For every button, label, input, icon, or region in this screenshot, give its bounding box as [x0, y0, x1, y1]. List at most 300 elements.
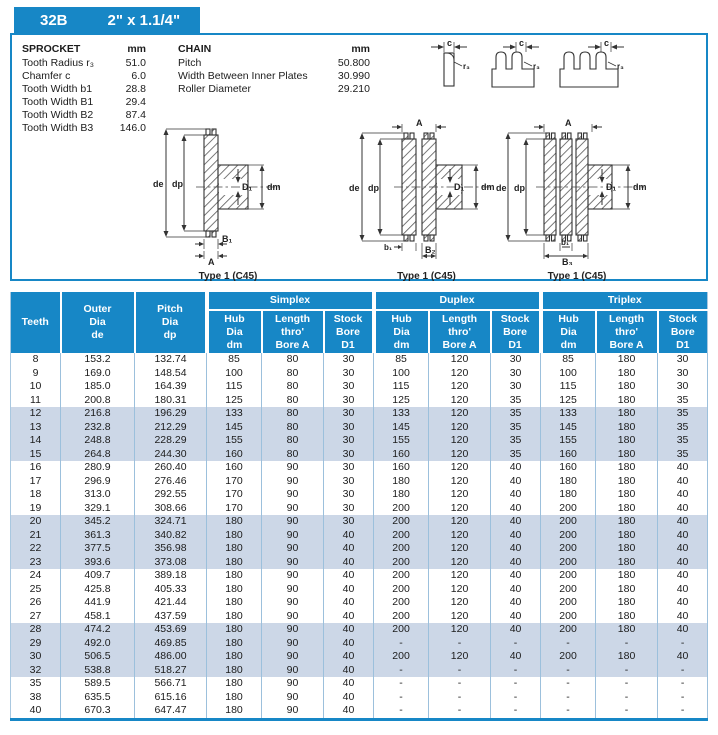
- table-cell: -: [429, 691, 491, 705]
- table-cell: -: [658, 677, 708, 691]
- teeth-cell: 9: [11, 367, 61, 381]
- table-cell: 180: [207, 610, 262, 624]
- table-cell: 635.5: [61, 691, 135, 705]
- table-cell: 40: [491, 502, 541, 516]
- spec-label: Tooth Width B3: [22, 122, 94, 134]
- teeth-cell: 18: [11, 488, 61, 502]
- table-cell: 180: [596, 515, 658, 529]
- table-cell: -: [658, 691, 708, 705]
- table-cell: -: [596, 677, 658, 691]
- table-cell: 40: [491, 515, 541, 529]
- table-cell: 80: [262, 367, 324, 381]
- table-cell: 180: [596, 623, 658, 637]
- table-cell: 566.71: [135, 677, 207, 691]
- table-cell: 169.0: [61, 367, 135, 381]
- table-cell: 40: [658, 542, 708, 556]
- table-cell: -: [429, 677, 491, 691]
- table-cell: 35: [491, 407, 541, 421]
- table-cell: 40: [658, 583, 708, 597]
- spec-value: 51.0: [125, 57, 146, 69]
- table-cell: 180: [207, 569, 262, 583]
- table-cell: 30: [491, 367, 541, 381]
- table-row: [11, 664, 708, 678]
- table-cell: 120: [429, 448, 491, 462]
- table-cell: 133: [207, 407, 262, 421]
- table-cell: 40: [658, 488, 708, 502]
- chain-specs-unit: mm: [351, 43, 370, 55]
- table-cell: 30: [658, 353, 708, 367]
- teeth-cell: 16: [11, 461, 61, 475]
- table-cell: 40: [324, 596, 374, 610]
- table-cell: 40: [491, 529, 541, 543]
- table-cell: 180: [596, 502, 658, 516]
- table-cell: 200: [541, 515, 596, 529]
- table-cell: 180: [596, 448, 658, 462]
- table-cell: 200: [541, 502, 596, 516]
- table-cell: 248.8: [61, 434, 135, 448]
- chain-spec-rows: [178, 57, 370, 96]
- table-cell: 90: [262, 502, 324, 516]
- table-cell: 120: [429, 380, 491, 394]
- teeth-cell: 22: [11, 542, 61, 556]
- table-cell: 125: [541, 394, 596, 408]
- column-header: Stock Bore D1: [658, 310, 708, 353]
- dim-D1-label: D₁: [606, 182, 617, 192]
- table-cell: -: [374, 664, 429, 678]
- table-cell: 200: [541, 623, 596, 637]
- table-cell: 40: [324, 637, 374, 651]
- table-cell: 90: [262, 529, 324, 543]
- dim-de-label: de: [496, 183, 507, 193]
- column-header: Outer Dia de: [61, 292, 135, 353]
- table-cell: 145: [541, 421, 596, 435]
- table-cell: 35: [658, 394, 708, 408]
- table-cell: 437.59: [135, 610, 207, 624]
- table-cell: 40: [324, 704, 374, 719]
- table-cell: -: [541, 637, 596, 651]
- part-size: 2" x 1.1/4": [107, 11, 181, 29]
- table-row: [11, 623, 708, 637]
- table-cell: 492.0: [61, 637, 135, 651]
- table-cell: 40: [324, 542, 374, 556]
- teeth-cell: 12: [11, 407, 61, 421]
- table-cell: 180: [541, 475, 596, 489]
- spec-value: 28.8: [125, 83, 146, 95]
- table-cell: 160: [541, 448, 596, 462]
- table-cell: 30: [324, 461, 374, 475]
- table-cell: 133: [374, 407, 429, 421]
- dim-r3-label: r₃: [463, 62, 470, 71]
- spec-row: [178, 83, 370, 96]
- table-cell: 120: [429, 367, 491, 381]
- table-cell: 40: [324, 610, 374, 624]
- table-cell: 180: [596, 394, 658, 408]
- table-cell: 133: [541, 407, 596, 421]
- table-cell: 100: [541, 367, 596, 381]
- table-cell: 30: [324, 407, 374, 421]
- table-cell: 40: [658, 529, 708, 543]
- spec-label: Tooth Width B1: [22, 96, 94, 108]
- table-cell: 90: [262, 610, 324, 624]
- simplex-sprocket-drawing: [152, 123, 304, 282]
- table-cell: 160: [374, 461, 429, 475]
- dim-de-label: de: [153, 179, 164, 189]
- table-cell: 120: [429, 434, 491, 448]
- table-cell: 40: [324, 623, 374, 637]
- table-cell: 148.54: [135, 367, 207, 381]
- group-header: Triplex: [541, 292, 708, 310]
- table-cell: 340.82: [135, 529, 207, 543]
- table-cell: 160: [207, 461, 262, 475]
- spec-label: Width Between Inner Plates: [178, 70, 308, 82]
- table-cell: 280.9: [61, 461, 135, 475]
- table-cell: 80: [262, 380, 324, 394]
- spec-label: Pitch: [178, 57, 202, 69]
- column-header: Pitch Dia dp: [135, 292, 207, 353]
- spec-label: Tooth Width B2: [22, 109, 94, 121]
- table-cell: 469.85: [135, 637, 207, 651]
- table-cell: 200: [374, 610, 429, 624]
- table-cell: 40: [658, 623, 708, 637]
- table-cell: -: [596, 691, 658, 705]
- table-cell: 292.55: [135, 488, 207, 502]
- part-number-tab: [14, 7, 200, 33]
- table-cell: 324.71: [135, 515, 207, 529]
- dim-c-label: c: [447, 39, 453, 48]
- dim-dp-label: dp: [514, 183, 525, 193]
- table-cell: 40: [658, 475, 708, 489]
- table-cell: 115: [541, 380, 596, 394]
- table-cell: 145: [207, 421, 262, 435]
- dim-A-label: A: [208, 257, 215, 265]
- sprocket-specs-title: SPROCKET: [22, 43, 81, 55]
- spec-row: [22, 109, 146, 122]
- table-cell: 120: [429, 542, 491, 556]
- dim-b1-label: b₁: [561, 238, 570, 247]
- drawing-caption: Type 1 (C45): [198, 271, 258, 282]
- table-cell: 373.08: [135, 556, 207, 570]
- table-cell: 115: [374, 380, 429, 394]
- table-cell: 40: [324, 569, 374, 583]
- table-cell: 200: [374, 583, 429, 597]
- table-cell: 180: [207, 691, 262, 705]
- table-cell: 160: [374, 448, 429, 462]
- table-cell: 296.9: [61, 475, 135, 489]
- teeth-cell: 24: [11, 569, 61, 583]
- table-cell: 518.27: [135, 664, 207, 678]
- table-cell: 155: [207, 434, 262, 448]
- table-cell: 441.9: [61, 596, 135, 610]
- table-cell: -: [491, 637, 541, 651]
- tooth-profile-duplex-icon: [482, 39, 544, 91]
- dim-dm-label: dm: [633, 182, 647, 192]
- table-cell: 200: [374, 542, 429, 556]
- table-cell: 120: [429, 394, 491, 408]
- table-cell: 40: [491, 475, 541, 489]
- table-cell: 120: [429, 407, 491, 421]
- table-row: [11, 461, 708, 475]
- table-cell: 180: [541, 488, 596, 502]
- dim-A-label: A: [416, 119, 423, 128]
- table-cell: 35: [491, 394, 541, 408]
- table-cell: 30: [324, 394, 374, 408]
- table-cell: 90: [262, 664, 324, 678]
- table-cell: 120: [429, 610, 491, 624]
- table-cell: 115: [207, 380, 262, 394]
- spec-row: [22, 70, 146, 83]
- sprocket-specs: [22, 43, 146, 135]
- dim-c-label: c: [519, 39, 525, 48]
- teeth-cell: 10: [11, 380, 61, 394]
- table-cell: 244.30: [135, 448, 207, 462]
- spec-label: Tooth Width b1: [22, 83, 93, 95]
- table-cell: 90: [262, 488, 324, 502]
- table-cell: 276.46: [135, 475, 207, 489]
- table-cell: 180: [596, 583, 658, 597]
- table-cell: -: [491, 677, 541, 691]
- table-cell: 180.31: [135, 394, 207, 408]
- table-cell: 361.3: [61, 529, 135, 543]
- table-cell: 40: [658, 596, 708, 610]
- table-cell: 85: [541, 353, 596, 367]
- chain-specs: [178, 43, 370, 96]
- table-cell: 377.5: [61, 542, 135, 556]
- table-cell: 180: [207, 637, 262, 651]
- table-cell: 90: [262, 461, 324, 475]
- table-cell: 313.0: [61, 488, 135, 502]
- spec-value: 50.800: [337, 57, 370, 69]
- table-cell: 538.8: [61, 664, 135, 678]
- table-cell: 647.47: [135, 704, 207, 719]
- table-cell: 180: [596, 542, 658, 556]
- table-cell: 40: [491, 596, 541, 610]
- table-row: [11, 421, 708, 435]
- dim-dm-label: dm: [267, 182, 281, 192]
- table-cell: 160: [541, 461, 596, 475]
- table-cell: -: [429, 637, 491, 651]
- table-cell: 180: [207, 583, 262, 597]
- table-cell: 180: [596, 650, 658, 664]
- table-cell: 90: [262, 677, 324, 691]
- table-cell: 180: [596, 367, 658, 381]
- table-row: [11, 488, 708, 502]
- table-row: [11, 610, 708, 624]
- table-cell: 180: [596, 529, 658, 543]
- dim-B1-label: B₁: [222, 234, 233, 244]
- table-cell: 40: [491, 488, 541, 502]
- table-cell: -: [374, 637, 429, 651]
- table-cell: 200: [541, 542, 596, 556]
- table-row: [11, 691, 708, 705]
- table-cell: 85: [374, 353, 429, 367]
- column-header: Hub Dia dm: [207, 310, 262, 353]
- table-cell: 170: [207, 475, 262, 489]
- table-cell: 153.2: [61, 353, 135, 367]
- table-cell: 180: [207, 542, 262, 556]
- table-cell: 40: [324, 650, 374, 664]
- table-cell: 200: [374, 650, 429, 664]
- table-cell: 200: [374, 623, 429, 637]
- spec-value: 29.4: [125, 96, 146, 108]
- table-cell: 35: [658, 434, 708, 448]
- table-cell: 120: [429, 475, 491, 489]
- table-cell: 40: [324, 583, 374, 597]
- table-cell: 40: [491, 583, 541, 597]
- table-cell: 80: [262, 448, 324, 462]
- table-cell: 216.8: [61, 407, 135, 421]
- table-row: [11, 434, 708, 448]
- table-cell: 30: [658, 367, 708, 381]
- table-cell: 180: [596, 380, 658, 394]
- table-cell: 356.98: [135, 542, 207, 556]
- spec-value: 6.0: [131, 70, 146, 82]
- table-cell: 120: [429, 650, 491, 664]
- table-cell: 30: [658, 380, 708, 394]
- table-row: [11, 515, 708, 529]
- table-cell: 40: [324, 664, 374, 678]
- table-row: [11, 704, 708, 719]
- table-cell: -: [374, 704, 429, 719]
- table-cell: -: [429, 664, 491, 678]
- table-cell: 458.1: [61, 610, 135, 624]
- spec-row: [22, 96, 146, 109]
- table-cell: 100: [207, 367, 262, 381]
- table-cell: 425.8: [61, 583, 135, 597]
- teeth-cell: 40: [11, 704, 61, 719]
- table-cell: 409.7: [61, 569, 135, 583]
- column-header: Length thro' Bore A: [429, 310, 491, 353]
- table-cell: 200: [541, 583, 596, 597]
- table-cell: 180: [207, 704, 262, 719]
- table-cell: 421.44: [135, 596, 207, 610]
- table-cell: 80: [262, 434, 324, 448]
- table-cell: 486.00: [135, 650, 207, 664]
- table-cell: 155: [541, 434, 596, 448]
- duplex-sprocket-diagram-icon: [348, 119, 505, 265]
- table-cell: 180: [374, 475, 429, 489]
- teeth-cell: 32: [11, 664, 61, 678]
- teeth-cell: 11: [11, 394, 61, 408]
- table-cell: 200: [541, 610, 596, 624]
- table-cell: 180: [207, 650, 262, 664]
- table-cell: 228.29: [135, 434, 207, 448]
- table-cell: 180: [596, 353, 658, 367]
- table-cell: 125: [374, 394, 429, 408]
- table-cell: 180: [207, 556, 262, 570]
- table-cell: 180: [596, 461, 658, 475]
- table-cell: 90: [262, 704, 324, 719]
- table-cell: 180: [207, 596, 262, 610]
- table-row: [11, 475, 708, 489]
- dim-dp-label: dp: [368, 183, 379, 193]
- table-cell: 35: [658, 448, 708, 462]
- table-cell: 30: [324, 448, 374, 462]
- table-cell: 180: [207, 515, 262, 529]
- column-header: Length thro' Bore A: [262, 310, 324, 353]
- table-cell: 120: [429, 461, 491, 475]
- dim-D1-label: D₁: [242, 182, 253, 192]
- table-cell: 40: [491, 610, 541, 624]
- dim-dp-label: dp: [172, 179, 183, 189]
- table-cell: 30: [324, 434, 374, 448]
- table-cell: 506.5: [61, 650, 135, 664]
- spec-value: 87.4: [125, 109, 146, 121]
- table-cell: 180: [207, 664, 262, 678]
- table-cell: 180: [207, 623, 262, 637]
- spec-row: [22, 57, 146, 70]
- table-cell: -: [374, 677, 429, 691]
- spec-row: [22, 83, 146, 96]
- table-cell: 180: [596, 610, 658, 624]
- table-cell: 185.0: [61, 380, 135, 394]
- teeth-cell: 25: [11, 583, 61, 597]
- table-cell: 40: [491, 556, 541, 570]
- table-cell: 164.39: [135, 380, 207, 394]
- table-cell: 90: [262, 623, 324, 637]
- table-cell: 90: [262, 596, 324, 610]
- chain-specs-title: CHAIN: [178, 43, 212, 55]
- column-header: Hub Dia dm: [374, 310, 429, 353]
- spec-label: Tooth Radius r₃: [22, 57, 94, 69]
- table-cell: 180: [207, 529, 262, 543]
- teeth-cell: 28: [11, 623, 61, 637]
- table-cell: -: [374, 691, 429, 705]
- table-cell: -: [429, 704, 491, 719]
- table-cell: 180: [596, 556, 658, 570]
- table-cell: 35: [491, 448, 541, 462]
- teeth-cell: 8: [11, 353, 61, 367]
- table-cell: 180: [596, 421, 658, 435]
- table-row: [11, 650, 708, 664]
- table-cell: 200: [374, 515, 429, 529]
- spec-box: [10, 33, 708, 281]
- table-cell: 30: [324, 515, 374, 529]
- table-cell: 180: [207, 677, 262, 691]
- table-cell: 40: [658, 502, 708, 516]
- table-cell: 200: [374, 596, 429, 610]
- dim-b1-label: b₁: [384, 243, 393, 252]
- table-cell: 345.2: [61, 515, 135, 529]
- table-row: [11, 448, 708, 462]
- table-cell: 200: [541, 529, 596, 543]
- table-cell: 80: [262, 353, 324, 367]
- dim-B2-label: B₂: [425, 245, 436, 255]
- dim-r3-label: r₃: [617, 62, 624, 71]
- teeth-cell: 23: [11, 556, 61, 570]
- drawing-caption: Type 1 (C45): [547, 271, 607, 282]
- table-cell: 120: [429, 569, 491, 583]
- teeth-cell: 26: [11, 596, 61, 610]
- table-header: [11, 292, 708, 353]
- table-cell: 308.66: [135, 502, 207, 516]
- table-cell: 232.8: [61, 421, 135, 435]
- table-cell: 180: [596, 596, 658, 610]
- teeth-cell: 27: [11, 610, 61, 624]
- table-cell: 180: [596, 488, 658, 502]
- drawing-caption: Type 1 (C45): [397, 271, 456, 282]
- table-cell: 180: [596, 569, 658, 583]
- table-cell: -: [541, 691, 596, 705]
- table-cell: 120: [429, 353, 491, 367]
- spec-value: 146.0: [119, 122, 146, 134]
- table-cell: 120: [429, 502, 491, 516]
- table-cell: -: [658, 637, 708, 651]
- dim-de-label: de: [349, 183, 360, 193]
- column-header: Stock Bore D1: [491, 310, 541, 353]
- table-cell: 389.18: [135, 569, 207, 583]
- table-cell: -: [491, 691, 541, 705]
- table-cell: 200: [374, 556, 429, 570]
